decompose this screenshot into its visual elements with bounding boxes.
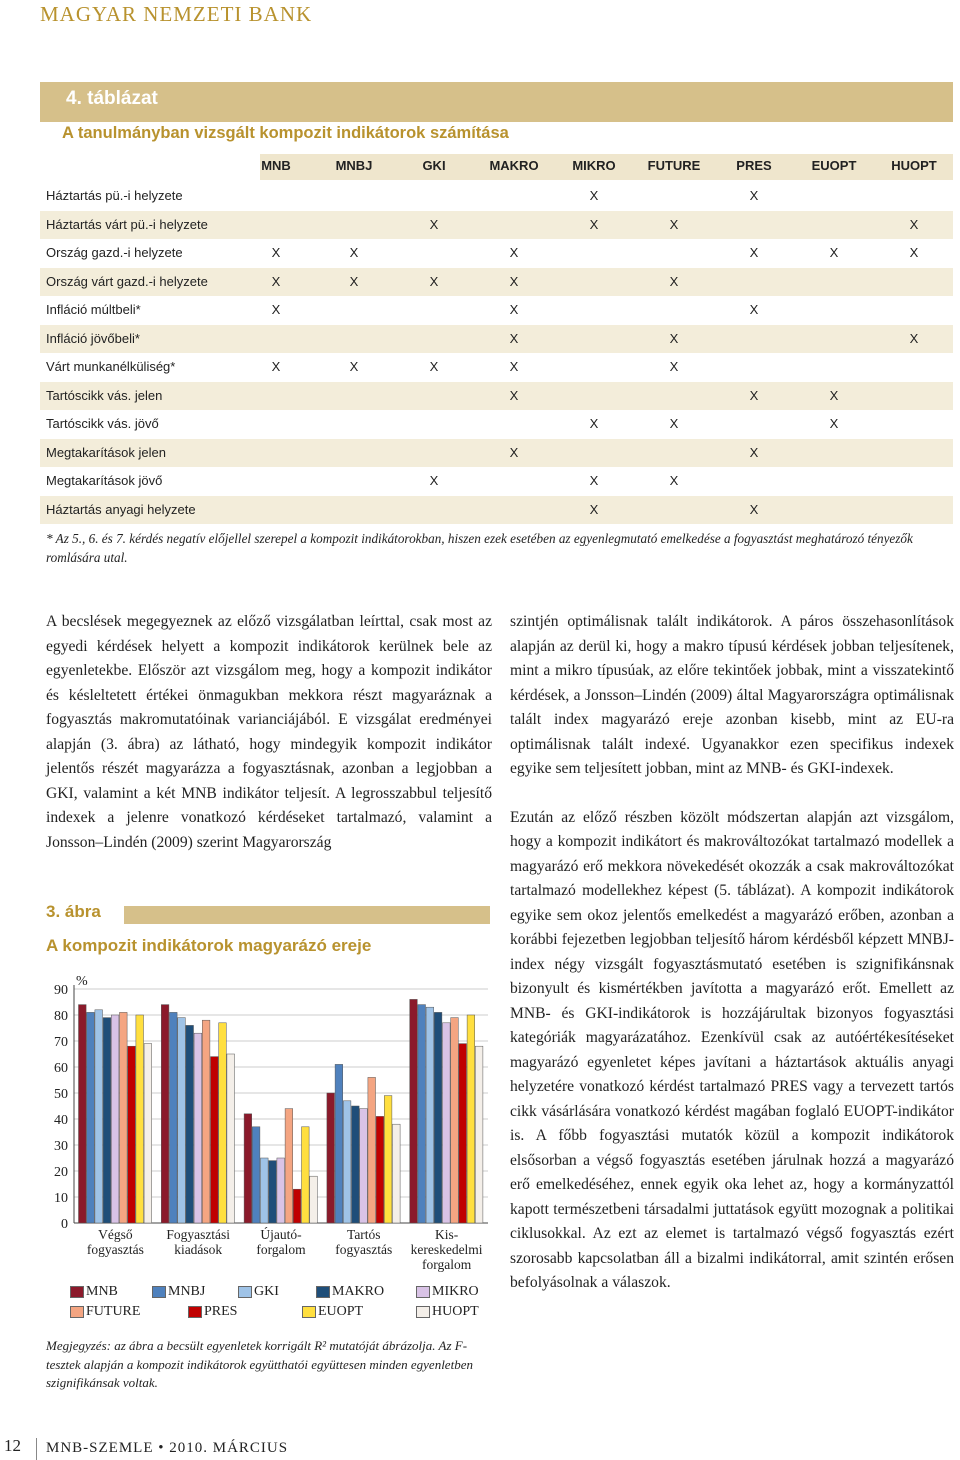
page-number: 12 [4, 1436, 21, 1455]
bar-makro [103, 1018, 111, 1223]
row-mark: X [509, 444, 519, 460]
bar-mnbj [252, 1127, 260, 1223]
table-row [40, 296, 953, 324]
bar-mnbj [335, 1064, 343, 1223]
row-mark: X [509, 273, 519, 289]
bar-huopt [475, 1046, 483, 1223]
legend-item-euopt [302, 1304, 363, 1320]
row-label: Ország gazd.-i helyzete [46, 245, 183, 260]
category-label: fogyasztás [86, 1242, 144, 1257]
right-paragraph-1: szintjén optimálisnak talált indikátorok. A páros összehasonlítások alapján az derül ki, hogy a makro típusú kérdések jobban teljesítenek, mint a mikro típusúak, az előre tekintőek jobbak, mint a visszatekintő kérdések, a Jonsson–Lindén (2009) által Magyarországra optimálisnak talált index magyarázó ereje azonban kisebb, mint az EU-ra optimálisnak talált indexé. Ugyanakkor ezen specifikus indexek egyike sem teljesített jobban, mint az MNB- és GKI-indexek. [510, 613, 954, 777]
bar-makro [186, 1025, 194, 1223]
legend-swatch [416, 1306, 430, 1318]
bar-future [451, 1018, 459, 1223]
column-header-euopt: EUOPT [811, 158, 857, 173]
row-mark: X [829, 416, 839, 431]
row-mark: X [669, 416, 679, 431]
row-label: Háztartás anyagi helyzete [46, 501, 196, 517]
row-mark: X [909, 330, 919, 346]
legend-item-pres [188, 1304, 237, 1320]
bar-mikro [360, 1109, 368, 1223]
column-header-pres: PRES [736, 158, 772, 173]
category-label: Tartós [347, 1227, 381, 1242]
bar-euopt [136, 1015, 144, 1223]
legend-item-gki [238, 1284, 279, 1300]
row-label: Háztartás várt pü.-i helyzete [46, 216, 208, 232]
footer-title: MNB-SZEMLE • 2010. MÁRCIUS [46, 1440, 289, 1456]
row-mark: X [509, 387, 519, 403]
row-mark: X [271, 273, 281, 289]
bar-huopt [227, 1054, 235, 1223]
bar-huopt [310, 1176, 318, 1223]
bar-mikro [111, 1015, 119, 1223]
legend-item-future [70, 1304, 140, 1320]
row-mark: X [669, 359, 679, 374]
bar-mikro [443, 1023, 451, 1223]
row-mark: X [271, 245, 281, 260]
legend-label: PRES [204, 1304, 238, 1319]
table-row [40, 496, 953, 524]
table-banner [40, 82, 953, 122]
row-mark: X [509, 359, 519, 374]
row-mark: X [669, 330, 679, 346]
figure-number: 3. ábra [46, 902, 101, 921]
category-label: Újautó- [260, 1227, 302, 1242]
left-column-text [46, 610, 492, 879]
legend-label: HUOPT [432, 1304, 479, 1319]
table-row [40, 439, 953, 467]
legend-item-mnb [70, 1284, 118, 1300]
column-header-makro: MAKRO [489, 158, 539, 173]
legend-swatch [316, 1286, 330, 1298]
table-row [40, 325, 953, 353]
category-label: forgalom [421, 1257, 472, 1272]
footer-divider [36, 1438, 37, 1460]
bar-mikro [194, 1033, 202, 1223]
legend-label: MNB [86, 1284, 118, 1299]
row-mark: X [909, 245, 919, 260]
legend-item-makro [316, 1284, 384, 1300]
category-label: Végső [98, 1227, 133, 1242]
left-paragraph: A becslések megegyeznek az előző vizsgálatban leírttal, csak most az egyedi kérdések helyett a kompozit indikátorok kerülnek bele az egyenletekbe. Először azt vizsgálom meg, hogy a kompozit indikátor és késleltetett értékei önmagukban mekkora részt magyaráznak a fogyasztás makromutatóinak varianciájából. E vizsgálat eredményei alapján (3. ábra) az látható, hogy mindegyik kompozit indikátor jelentős részét magyarázza a fogyasztásnak, azonban a legjobban a GKI, valamint a két MNB indikátor teljesít. A legrosszabbul teljesítő indexek a jelenre vonatkozó kérdéseket tartalmazó, valamint a Jonsson–Lindén (2009) szerint Magyarország [46, 613, 492, 851]
row-label: Megtakarítások jelen [46, 444, 166, 460]
row-label: Infláció jövőbeli* [46, 330, 140, 346]
bar-mnbj [418, 1005, 426, 1223]
bar-euopt [302, 1127, 310, 1223]
row-mark: X [349, 245, 359, 260]
figure-note: Megjegyzés: az ábra a becsült egyenletek korrigált R² mutatóját ábrázolja. Az F-tesztek alapján a kompozit indikátorok együtthatói együttesen minden egyenletben szignifikánsak voltak. [46, 1338, 473, 1390]
bar-gki [261, 1158, 269, 1223]
row-mark: X [669, 216, 679, 232]
bar-huopt [393, 1124, 401, 1223]
category-label: kereskedelmi [410, 1242, 483, 1257]
bar-makro [269, 1161, 277, 1223]
row-mark: X [349, 359, 359, 374]
table-row [40, 182, 953, 210]
bar-gki [343, 1101, 351, 1223]
bar-makro [352, 1106, 360, 1223]
bar-huopt [144, 1044, 152, 1223]
row-mark: X [589, 216, 599, 232]
category-label: forgalom [256, 1242, 306, 1257]
column-header-mikro: MIKRO [572, 158, 616, 173]
table-row [40, 239, 953, 267]
table-number: 4. táblázat [66, 88, 158, 109]
y-tick-label: 90 [54, 983, 68, 998]
category-label: kiadások [174, 1242, 223, 1257]
bar-mnb [161, 1005, 169, 1223]
y-tick-label: 50 [54, 1087, 68, 1102]
figure-title: A kompozit indikátorok magyarázó ereje [46, 936, 372, 955]
y-axis-unit: % [76, 974, 88, 989]
figure-banner [124, 906, 490, 924]
legend-item-huopt [416, 1304, 479, 1320]
row-mark: X [429, 216, 439, 232]
row-mark: X [829, 387, 839, 403]
right-paragraph-2: Ezután az előző részben közölt módszertan alapján azt vizsgálom, hogy a kompozit indikátort és makrováltozókat tartalmazó modellek a magyarázó erő mekkora növekedését okozzák a csak makrováltozókat tartalmazó modellekhez képest (5. táblázat). A kompozit indikátorok egyike sem okoz jelentős emelkedést a magyarázó erőben, azonban a korábbi fejezetben legjobban teljesítő három kérdésből képzett MNBJ-index négy vizsgált fogyasztásmutató esetében is szignifikánsnak bizonyult és kismértékben javította a magyarázó erőt. Emellett az MNB- és GKI-indikátorok is hozzájárultak bizonyos fogyasztási kategóriák magyarázatához. Ezenkívül csak az autóértékesítéseket magyarázó egyenletet képes javítani a háztartások aktuális anyagi helyzetére vonatkozó kérdést tartalmazó PRES vagy a tervezett tartós cikk vásárlására vonatkozó kérdést magában foglaló EUOPT-indikátor is. A főbb fogyasztási mutatók közül a kompozit indikátorok elsősorban a végső fogyasztás esetében járulnak hozzá a magyarázó erő emelkedéséhez, ennek egyik oka lehet az, hogy a kormányzattól kapott természetbeni társadalmi juttatások együtt mozognak a politikai ciklusokkal. Az ezt az elemet is tartalmazó végső fogyasztás ezért szorosabb kapcsolatban áll a bizalmi indikátorral, amit szintén erősen befolyásolnak a válaszok. [510, 808, 954, 1291]
legend-swatch [416, 1286, 430, 1298]
row-mark: X [589, 473, 599, 488]
category-label: fogyasztás [335, 1242, 393, 1257]
column-header-huopt: HUOPT [891, 158, 937, 173]
row-mark: X [749, 444, 759, 460]
row-label: Tartóscikk vás. jelen [46, 387, 163, 403]
table-column-headers [260, 154, 953, 180]
right-column-text [510, 610, 954, 1320]
bar-mikro [277, 1158, 285, 1223]
bar-gki [178, 1018, 186, 1223]
category-label: Kis- [434, 1227, 459, 1242]
bar-future [285, 1109, 293, 1223]
legend-label: MNBJ [168, 1284, 206, 1299]
bar-mnb [244, 1114, 252, 1223]
row-mark: X [271, 359, 281, 374]
bar-mnb [79, 1005, 87, 1223]
row-label: Várt munkanélküliség* [46, 359, 176, 374]
bar-makro [434, 1012, 442, 1223]
legend-label: GKI [254, 1284, 279, 1299]
bar-chart [40, 965, 500, 1275]
row-mark: X [669, 273, 679, 289]
legend-swatch [188, 1306, 202, 1318]
bar-euopt [219, 1023, 227, 1223]
table-title: A tanulmányban vizsgált kompozit indikátorok számítása [62, 124, 509, 142]
y-tick-label: 30 [54, 1139, 68, 1154]
bar-pres [293, 1189, 301, 1223]
y-tick-label: 60 [54, 1061, 68, 1076]
bar-future [368, 1077, 376, 1223]
row-mark: X [749, 188, 759, 203]
legend-swatch [70, 1306, 84, 1318]
legend-item-mikro [416, 1284, 479, 1300]
y-tick-label: 20 [54, 1165, 68, 1180]
row-mark: X [749, 387, 759, 403]
bar-pres [128, 1046, 136, 1223]
y-tick-label: 0 [61, 1217, 68, 1232]
y-tick-label: 70 [54, 1035, 68, 1050]
bar-future [202, 1020, 210, 1223]
y-tick-label: 10 [54, 1191, 68, 1206]
legend-label: EUOPT [318, 1304, 364, 1319]
bar-gki [95, 1010, 103, 1223]
legend-label: MIKRO [432, 1284, 479, 1299]
table-row [40, 268, 953, 296]
table-footnote: * Az 5., 6. és 7. kérdés negatív előjellel szerepel a kompozit indikátorokban, hiszen ezek esetében az egyenlegmutató emelkedése a fogyasztást meghatározó tényezők romlására utal. [46, 531, 913, 565]
row-label: Infláció múltbeli* [46, 302, 141, 317]
row-mark: X [509, 245, 519, 260]
row-mark: X [349, 273, 359, 289]
bar-euopt [384, 1096, 392, 1223]
row-mark: X [669, 473, 679, 488]
row-label: Megtakarítások jövő [46, 473, 163, 488]
bar-mnbj [170, 1012, 178, 1223]
running-header: MAGYAR NEMZETI BANK [40, 2, 313, 26]
row-mark: X [271, 302, 281, 317]
legend-swatch [152, 1286, 166, 1298]
column-header-gki: GKI [422, 158, 446, 173]
row-mark: X [429, 359, 439, 374]
bar-euopt [467, 1015, 475, 1223]
row-label: Háztartás pü.-i helyzete [46, 188, 183, 203]
row-mark: X [509, 302, 519, 317]
row-mark: X [589, 501, 599, 517]
table-row [40, 353, 953, 381]
row-mark: X [749, 245, 759, 260]
legend-label: FUTURE [86, 1304, 141, 1319]
table-row [40, 467, 953, 495]
row-mark: X [749, 501, 759, 517]
bar-mnb [410, 999, 418, 1223]
bar-gki [426, 1007, 434, 1223]
row-mark: X [909, 216, 919, 232]
column-header-future: FUTURE [647, 158, 701, 173]
y-tick-label: 40 [54, 1113, 68, 1128]
table-row [40, 382, 953, 410]
category-label: Fogyasztási [166, 1227, 231, 1242]
row-mark: X [749, 302, 759, 317]
row-label: Tartóscikk vás. jövő [46, 416, 159, 431]
bar-pres [376, 1116, 384, 1223]
legend-item-mnbj [152, 1284, 205, 1300]
legend-label: MAKRO [332, 1284, 385, 1299]
bar-mnb [327, 1093, 335, 1223]
column-header-mnbj: MNBJ [335, 158, 373, 173]
row-mark: X [589, 188, 599, 203]
bar-future [120, 1012, 128, 1223]
column-header-mnb: MNB [261, 158, 291, 173]
table-4 [40, 82, 953, 522]
table-row [40, 211, 953, 239]
legend-swatch [302, 1306, 316, 1318]
bar-pres [211, 1057, 219, 1223]
row-mark: X [509, 330, 519, 346]
row-mark: X [589, 416, 599, 431]
legend-swatch [238, 1286, 252, 1298]
row-mark: X [429, 473, 439, 488]
row-mark: X [829, 245, 839, 260]
page-footer [0, 1436, 960, 1460]
bar-pres [459, 1044, 467, 1223]
legend-swatch [70, 1286, 84, 1298]
y-tick-label: 80 [54, 1009, 68, 1024]
row-mark: X [429, 273, 439, 289]
bar-mnbj [87, 1012, 95, 1223]
row-label: Ország várt gazd.-i helyzete [46, 273, 208, 289]
table-row [40, 410, 953, 438]
